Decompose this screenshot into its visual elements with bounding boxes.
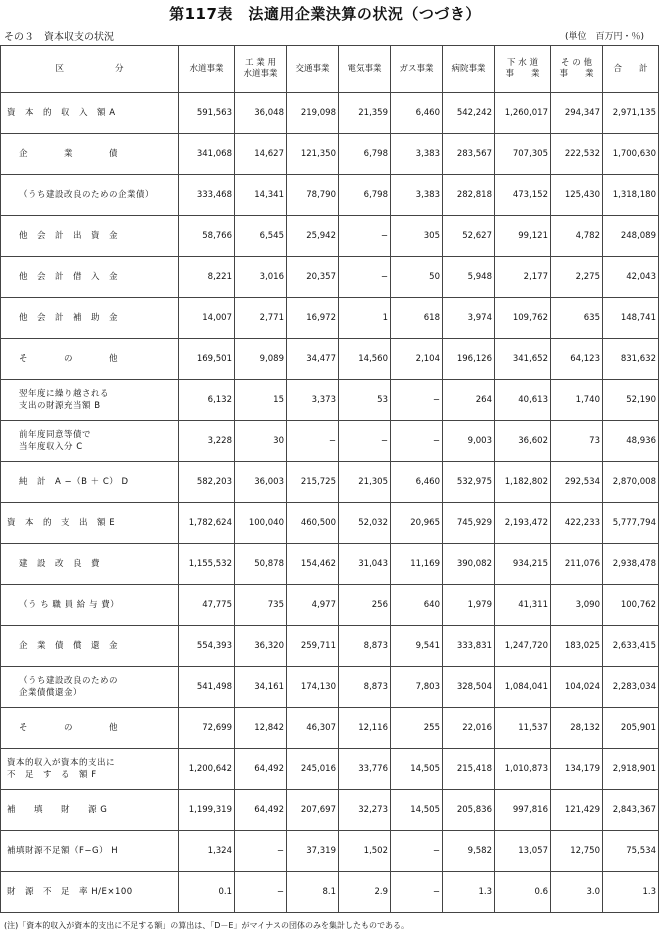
table-cell: 169,501 xyxy=(179,339,235,380)
table-cell: 205,901 xyxy=(603,708,659,749)
table-cell: 1,084,041 xyxy=(495,667,551,708)
row-label: 資 本 的 支 出 額 E xyxy=(1,503,179,544)
table-cell: 21,305 xyxy=(339,462,391,503)
column-header: ガス事業 xyxy=(391,46,443,93)
table-cell: 14,505 xyxy=(391,749,443,790)
table-cell: 100,762 xyxy=(603,585,659,626)
table-cell: 2.9 xyxy=(339,872,391,913)
table-cell: 64,492 xyxy=(235,749,287,790)
table-cell: 1,782,624 xyxy=(179,503,235,544)
table-cell: − xyxy=(339,421,391,462)
table-cell: 52,627 xyxy=(443,216,495,257)
table-cell: 9,089 xyxy=(235,339,287,380)
capital-balance-table xyxy=(0,45,659,913)
table-cell: 294,347 xyxy=(551,93,603,134)
table-cell: 134,179 xyxy=(551,749,603,790)
table-cell: 30 xyxy=(235,421,287,462)
table-cell: 934,215 xyxy=(495,544,551,585)
table-cell: 9,582 xyxy=(443,831,495,872)
table-cell: 1.3 xyxy=(603,872,659,913)
row-label: 資本的収入が資本的支出に 不 足 す る 額 F xyxy=(1,749,179,790)
table-cell: 1,200,642 xyxy=(179,749,235,790)
table-cell: 2,193,472 xyxy=(495,503,551,544)
table-cell: 109,762 xyxy=(495,298,551,339)
table-cell: 25,942 xyxy=(287,216,339,257)
table-cell: 46,307 xyxy=(287,708,339,749)
table-cell: 0.1 xyxy=(179,872,235,913)
table-cell: 7,803 xyxy=(391,667,443,708)
table-cell: 532,975 xyxy=(443,462,495,503)
table-cell: 1,979 xyxy=(443,585,495,626)
table-row xyxy=(1,93,659,134)
table-cell: 283,567 xyxy=(443,134,495,175)
table-cell: 12,842 xyxy=(235,708,287,749)
table-cell: 174,130 xyxy=(287,667,339,708)
table-cell: 196,126 xyxy=(443,339,495,380)
table-cell: 3,373 xyxy=(287,380,339,421)
table-cell: 473,152 xyxy=(495,175,551,216)
table-header-row xyxy=(1,46,659,93)
row-label: 他 会 計 借 入 金 xyxy=(1,257,179,298)
table-cell: 48,936 xyxy=(603,421,659,462)
table-row xyxy=(1,667,659,708)
table-cell: 2,843,367 xyxy=(603,790,659,831)
table-cell: 2,177 xyxy=(495,257,551,298)
table-cell: 8,221 xyxy=(179,257,235,298)
table-cell: 64,492 xyxy=(235,790,287,831)
row-label: （うち建設改良のための 企業債償還金） xyxy=(1,667,179,708)
table-cell: 125,430 xyxy=(551,175,603,216)
column-header: 電気事業 xyxy=(339,46,391,93)
table-cell: 6,545 xyxy=(235,216,287,257)
row-label: 補 填 財 源 G xyxy=(1,790,179,831)
table-cell: 305 xyxy=(391,216,443,257)
table-cell: 6,798 xyxy=(339,175,391,216)
column-header: 工 業 用 水道事業 xyxy=(235,46,287,93)
table-cell: 33,776 xyxy=(339,749,391,790)
table-row xyxy=(1,708,659,749)
table-row xyxy=(1,831,659,872)
table-cell: 58,766 xyxy=(179,216,235,257)
table-cell: 50,878 xyxy=(235,544,287,585)
table-cell: 64,123 xyxy=(551,339,603,380)
table-cell: 15 xyxy=(235,380,287,421)
table-cell: 333,468 xyxy=(179,175,235,216)
table-cell: 32,273 xyxy=(339,790,391,831)
table-cell: 1 xyxy=(339,298,391,339)
table-cell: 8,873 xyxy=(339,667,391,708)
table-cell: 2,771 xyxy=(235,298,287,339)
table-cell: 211,076 xyxy=(551,544,603,585)
table-cell: 292,534 xyxy=(551,462,603,503)
table-cell: 735 xyxy=(235,585,287,626)
table-cell: 222,532 xyxy=(551,134,603,175)
table-cell: − xyxy=(391,831,443,872)
table-cell: 14,505 xyxy=(391,790,443,831)
table-cell: 37,319 xyxy=(287,831,339,872)
table-cell: − xyxy=(339,257,391,298)
table-cell: 0.6 xyxy=(495,872,551,913)
table-cell: 31,043 xyxy=(339,544,391,585)
column-header: 交通事業 xyxy=(287,46,339,93)
column-header: そ の 他 事 業 xyxy=(551,46,603,93)
table-cell: 13,057 xyxy=(495,831,551,872)
row-label: 建 設 改 良 費 xyxy=(1,544,179,585)
table-cell: 2,283,034 xyxy=(603,667,659,708)
table-cell: 554,393 xyxy=(179,626,235,667)
table-cell: 34,477 xyxy=(287,339,339,380)
table-cell: 121,350 xyxy=(287,134,339,175)
row-label: （うち建設改良のための企業債） xyxy=(1,175,179,216)
table-cell: 12,750 xyxy=(551,831,603,872)
table-cell: 205,836 xyxy=(443,790,495,831)
table-cell: 4,782 xyxy=(551,216,603,257)
row-label: 翌年度に繰り越される 支出の財源充当額 B xyxy=(1,380,179,421)
table-cell: 6,132 xyxy=(179,380,235,421)
row-label: 企 業 債 xyxy=(1,134,179,175)
table-cell: 11,169 xyxy=(391,544,443,585)
table-cell: 6,460 xyxy=(391,93,443,134)
table-row xyxy=(1,790,659,831)
table-cell: 1,199,319 xyxy=(179,790,235,831)
table-cell: 154,462 xyxy=(287,544,339,585)
table-cell: 245,016 xyxy=(287,749,339,790)
table-cell: 542,242 xyxy=(443,93,495,134)
table-row xyxy=(1,175,659,216)
row-label: 純 計 A −（B ＋ C） D xyxy=(1,462,179,503)
table-cell: 460,500 xyxy=(287,503,339,544)
table-cell: 14,341 xyxy=(235,175,287,216)
table-cell: 5,948 xyxy=(443,257,495,298)
unit-label: (単位 百万円・％) xyxy=(564,32,644,42)
table-cell: 28,132 xyxy=(551,708,603,749)
row-label: 資 本 的 収 入 額 A xyxy=(1,93,179,134)
column-header: 合 計 xyxy=(603,46,659,93)
table-cell: 248,089 xyxy=(603,216,659,257)
table-cell: 40,613 xyxy=(495,380,551,421)
table-cell: 1,260,017 xyxy=(495,93,551,134)
table-row xyxy=(1,298,659,339)
table-cell: 36,602 xyxy=(495,421,551,462)
table-cell: 72,699 xyxy=(179,708,235,749)
table-cell: 745,929 xyxy=(443,503,495,544)
table-cell: 53 xyxy=(339,380,391,421)
row-label: 企 業 債 償 還 金 xyxy=(1,626,179,667)
table-cell: 3,090 xyxy=(551,585,603,626)
page-title: 第117表 法適用企業決算の状況（つづき） xyxy=(169,5,481,23)
table-cell: 3,228 xyxy=(179,421,235,462)
table-row xyxy=(1,749,659,790)
table-row xyxy=(1,134,659,175)
table-cell: 78,790 xyxy=(287,175,339,216)
table-cell: 2,275 xyxy=(551,257,603,298)
table-cell: 148,741 xyxy=(603,298,659,339)
table-cell: 1,324 xyxy=(179,831,235,872)
table-cell: 3,383 xyxy=(391,134,443,175)
table-cell: 36,003 xyxy=(235,462,287,503)
table-cell: 8,873 xyxy=(339,626,391,667)
table-cell: − xyxy=(339,216,391,257)
table-cell: 1,700,630 xyxy=(603,134,659,175)
column-header: 病院事業 xyxy=(443,46,495,93)
table-cell: 22,016 xyxy=(443,708,495,749)
table-cell: 52,032 xyxy=(339,503,391,544)
table-cell: 75,534 xyxy=(603,831,659,872)
table-cell: 618 xyxy=(391,298,443,339)
table-cell: 1,318,180 xyxy=(603,175,659,216)
table-row xyxy=(1,626,659,667)
table-cell: 635 xyxy=(551,298,603,339)
table-cell: 2,870,008 xyxy=(603,462,659,503)
table-cell: − xyxy=(287,421,339,462)
table-cell: 2,938,478 xyxy=(603,544,659,585)
column-header-category: 区 分 xyxy=(1,46,179,93)
table-cell: 21,359 xyxy=(339,93,391,134)
table-row xyxy=(1,257,659,298)
table-cell: 256 xyxy=(339,585,391,626)
table-cell: 333,831 xyxy=(443,626,495,667)
table-cell: 34,161 xyxy=(235,667,287,708)
table-cell: 42,043 xyxy=(603,257,659,298)
table-cell: 100,040 xyxy=(235,503,287,544)
table-cell: 2,104 xyxy=(391,339,443,380)
table-cell: 14,560 xyxy=(339,339,391,380)
table-cell: 219,098 xyxy=(287,93,339,134)
table-cell: 99,121 xyxy=(495,216,551,257)
table-cell: 1,740 xyxy=(551,380,603,421)
row-label: （う ち 職 員 給 与 費） xyxy=(1,585,179,626)
table-cell: 3,016 xyxy=(235,257,287,298)
table-cell: 52,190 xyxy=(603,380,659,421)
row-label: 他 会 計 出 資 金 xyxy=(1,216,179,257)
table-cell: 1.3 xyxy=(443,872,495,913)
table-row xyxy=(1,503,659,544)
row-label: 財 源 不 足 率 H/E×100 xyxy=(1,872,179,913)
table-cell: 20,357 xyxy=(287,257,339,298)
table-cell: 3.0 xyxy=(551,872,603,913)
table-cell: 2,918,901 xyxy=(603,749,659,790)
table-row xyxy=(1,585,659,626)
table-row xyxy=(1,421,659,462)
column-header: 水道事業 xyxy=(179,46,235,93)
table-cell: 6,798 xyxy=(339,134,391,175)
table-cell: 1,247,720 xyxy=(495,626,551,667)
table-cell: 341,068 xyxy=(179,134,235,175)
table-cell: 2,633,415 xyxy=(603,626,659,667)
table-cell: 215,725 xyxy=(287,462,339,503)
row-label: 他 会 計 補 助 金 xyxy=(1,298,179,339)
table-cell: − xyxy=(235,831,287,872)
row-label: そ の 他 xyxy=(1,708,179,749)
row-label: 前年度同意等債で 当年度収入分 C xyxy=(1,421,179,462)
table-cell: − xyxy=(235,872,287,913)
table-cell: 73 xyxy=(551,421,603,462)
table-cell: 259,711 xyxy=(287,626,339,667)
table-cell: 11,537 xyxy=(495,708,551,749)
table-cell: 207,697 xyxy=(287,790,339,831)
table-cell: 1,502 xyxy=(339,831,391,872)
table-cell: 41,311 xyxy=(495,585,551,626)
table-cell: 50 xyxy=(391,257,443,298)
table-cell: 541,498 xyxy=(179,667,235,708)
table-cell: 9,541 xyxy=(391,626,443,667)
table-cell: 2,971,135 xyxy=(603,93,659,134)
table-cell: 328,504 xyxy=(443,667,495,708)
table-cell: 707,305 xyxy=(495,134,551,175)
table-cell: 341,652 xyxy=(495,339,551,380)
table-cell: 997,816 xyxy=(495,790,551,831)
table-cell: 6,460 xyxy=(391,462,443,503)
table-cell: 591,563 xyxy=(179,93,235,134)
table-row xyxy=(1,380,659,421)
table-cell: 255 xyxy=(391,708,443,749)
table-cell: 121,429 xyxy=(551,790,603,831)
table-cell: 104,024 xyxy=(551,667,603,708)
row-label: 補填財源不足額（F−G） H xyxy=(1,831,179,872)
table-cell: − xyxy=(391,872,443,913)
table-cell: 1,155,532 xyxy=(179,544,235,585)
table-cell: − xyxy=(391,421,443,462)
table-cell: 390,082 xyxy=(443,544,495,585)
table-cell: 582,203 xyxy=(179,462,235,503)
table-cell: 264 xyxy=(443,380,495,421)
table-cell: 183,025 xyxy=(551,626,603,667)
table-cell: 3,383 xyxy=(391,175,443,216)
table-cell: 9,003 xyxy=(443,421,495,462)
table-cell: 5,777,794 xyxy=(603,503,659,544)
table-cell: − xyxy=(391,380,443,421)
footnote: (注)「資本的収入が資本的支出に不足する額」の算出は、「D－E」がマイナスの団体のみを集計したものである。 xyxy=(4,921,409,930)
table-row xyxy=(1,462,659,503)
table-cell: 1,010,873 xyxy=(495,749,551,790)
table-cell: 1,182,802 xyxy=(495,462,551,503)
table-cell: 20,965 xyxy=(391,503,443,544)
table-row xyxy=(1,216,659,257)
table-row xyxy=(1,872,659,913)
column-header: 下 水 道 事 業 xyxy=(495,46,551,93)
table-cell: 215,418 xyxy=(443,749,495,790)
table-cell: 640 xyxy=(391,585,443,626)
table-row xyxy=(1,544,659,585)
table-cell: 14,627 xyxy=(235,134,287,175)
table-cell: 16,972 xyxy=(287,298,339,339)
section-subtitle: その３ 資本収支の状況 xyxy=(4,32,114,43)
row-label: そ の 他 xyxy=(1,339,179,380)
table-cell: 4,977 xyxy=(287,585,339,626)
table-cell: 8.1 xyxy=(287,872,339,913)
table-row xyxy=(1,339,659,380)
table-cell: 282,818 xyxy=(443,175,495,216)
table-cell: 3,974 xyxy=(443,298,495,339)
table-cell: 422,233 xyxy=(551,503,603,544)
table-cell: 36,320 xyxy=(235,626,287,667)
table-cell: 36,048 xyxy=(235,93,287,134)
table-cell: 12,116 xyxy=(339,708,391,749)
table-cell: 14,007 xyxy=(179,298,235,339)
table-cell: 47,775 xyxy=(179,585,235,626)
table-cell: 831,632 xyxy=(603,339,659,380)
